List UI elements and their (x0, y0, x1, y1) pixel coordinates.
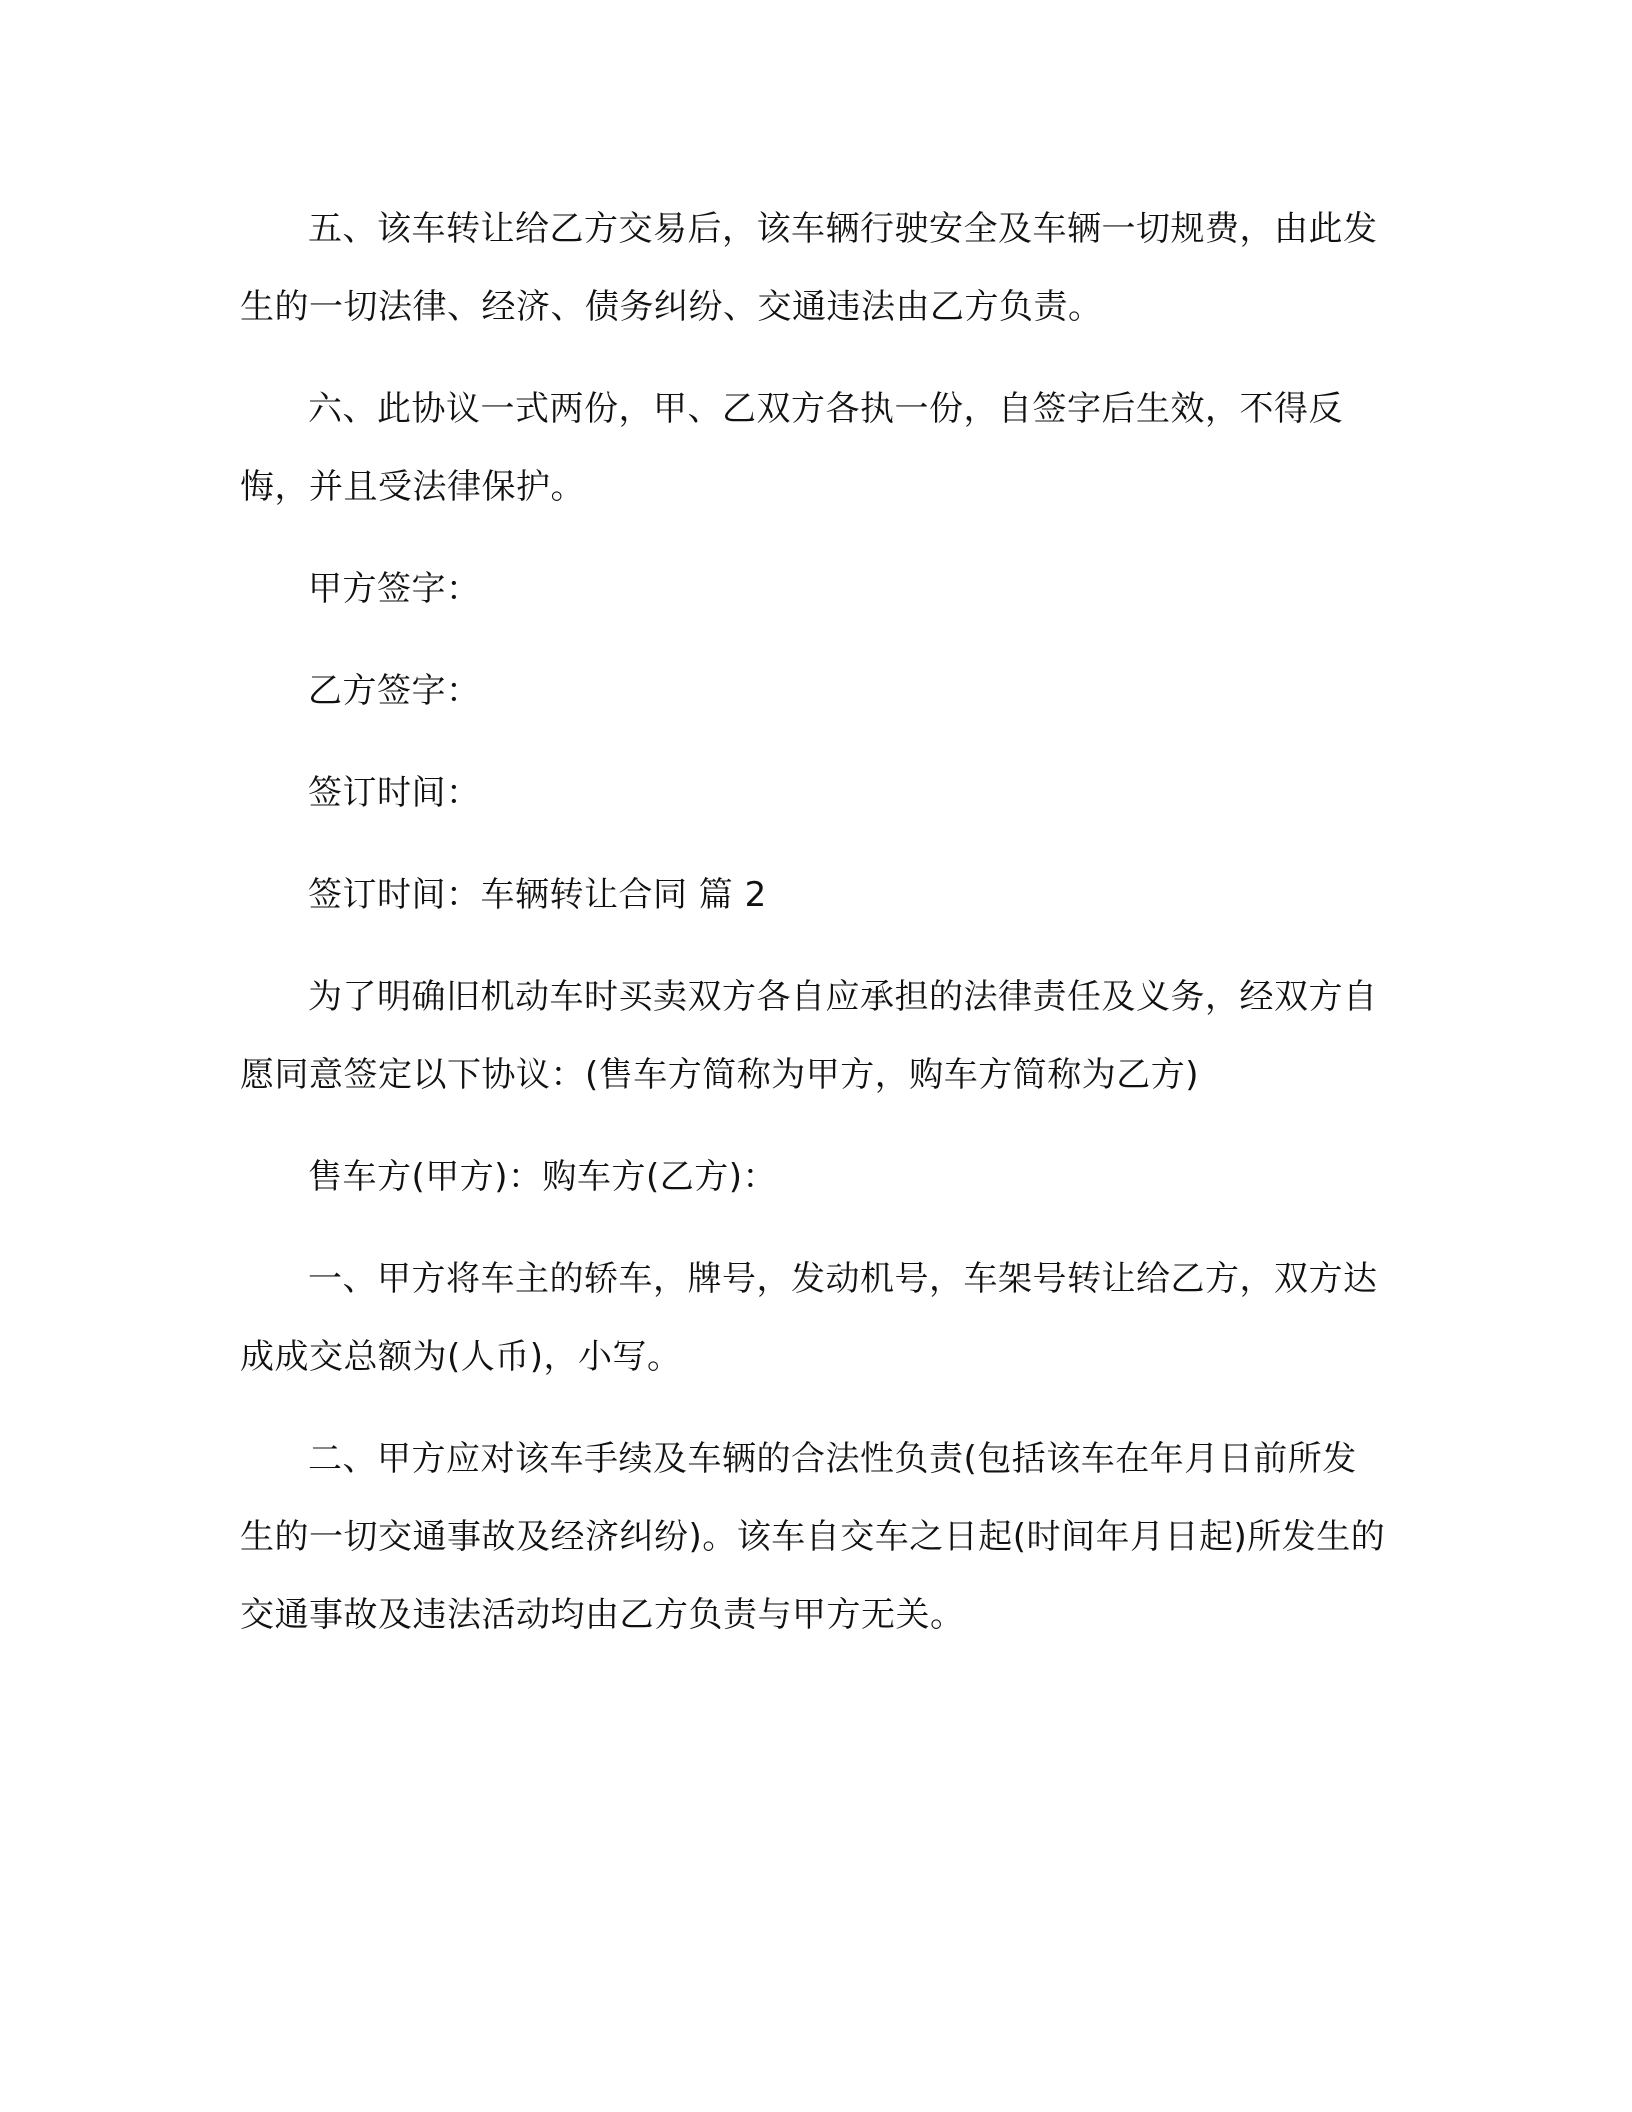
party-b-signature-line: 乙方签字： (308, 671, 481, 711)
clause-6-paragraph: 六、此协议一式两份，甲、乙双方各执一份，自签字后生效，不得反悔，并且受法律保护。 (240, 389, 1343, 507)
parties-line: 售车方(甲方)：购车方(乙方)： (308, 1157, 778, 1197)
party-a-signature-line: 甲方签字： (308, 569, 481, 609)
signing-date-line: 签订时间： (308, 773, 481, 813)
document-body (240, 190, 1390, 1678)
clause-5-paragraph: 五、该车转让给乙方交易后，该车辆行驶安全及车辆一切规费，由此发生的一切法律、经济、债务纠纷、交通违法由乙方负责。 (240, 209, 1378, 327)
clause-1-paragraph: 一、甲方将车主的轿车，牌号，发动机号，车架号转让给乙方，双方达成成交总额为(人币)，小写。 (240, 1259, 1378, 1377)
preamble-paragraph: 为了明确旧机动车时买卖双方各自应承担的法律责任及义务，经双方自愿同意签定以下协议：(售车方简称为甲方，购车方简称为乙方) (240, 977, 1378, 1095)
signing-date-contract-heading: 签订时间：车辆转让合同 篇 2 (308, 875, 767, 915)
clause-2-paragraph: 二、甲方应对该车手续及车辆的合法性负责(包括该车在年月日前所发生的一切交通事故及经济纠纷)。该车自交车之日起(时间年月日起)所发生的交通事故及违法活动均由乙方负责与甲方无关。 (240, 1439, 1386, 1635)
